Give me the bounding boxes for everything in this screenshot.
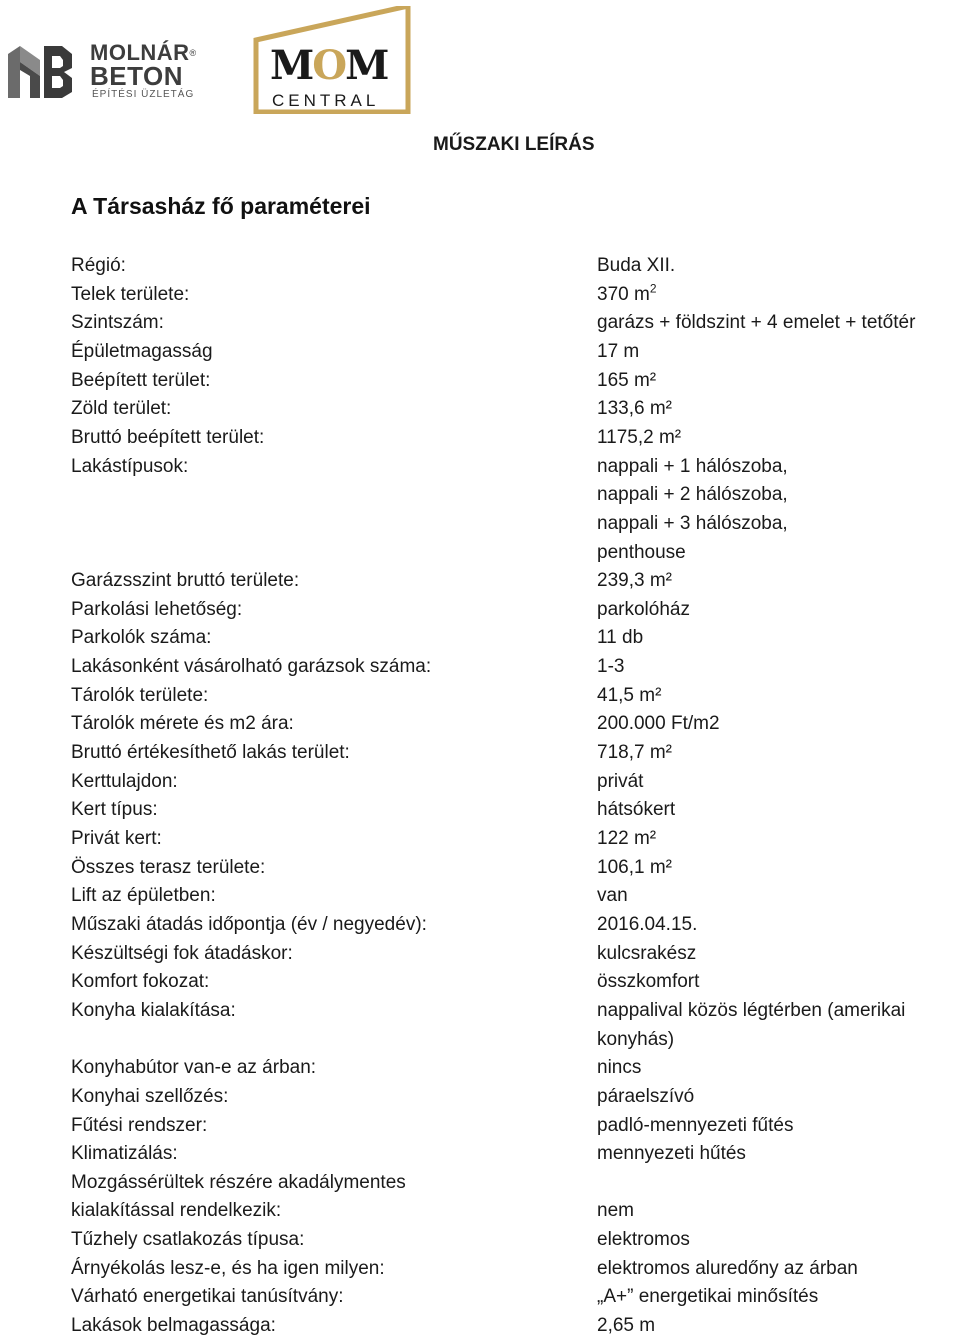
param-value: nem	[597, 1200, 634, 1222]
param-value: konyhás)	[597, 1028, 675, 1050]
section-title: A Társasház fő paraméterei	[71, 193, 371, 219]
param-label: Tűzhely csatlakozás típusa:	[71, 1229, 305, 1251]
param-value: penthouse	[597, 541, 686, 563]
mom-subtitle: CENTRAL	[272, 91, 380, 110]
param-value: garázs + földszint + 4 emelet + tetőtér	[597, 312, 916, 334]
param-label: Árnyékolás lesz-e, és ha igen milyen:	[71, 1257, 385, 1279]
param-value: 2,65 m	[597, 1315, 656, 1337]
param-label: Épületmagasság	[71, 340, 213, 362]
param-value: privát	[597, 770, 644, 792]
param-value: 122 m²	[597, 828, 657, 849]
param-label: Bruttó beépített terület:	[71, 426, 265, 448]
param-label: Készültségi fok átadáskor:	[71, 942, 293, 964]
param-value: parkolóház	[597, 598, 690, 620]
param-label: Lift az épületben:	[71, 885, 216, 907]
param-label: Várható energetikai tanúsítvány:	[71, 1286, 344, 1308]
param-label: Tárolók mérete és m2 ára:	[71, 713, 294, 735]
param-label: Összes terasz területe:	[71, 856, 266, 878]
mb-logo-line1: MOLNÁR®	[90, 40, 197, 65]
param-label: Konyha kialakítása:	[71, 999, 236, 1021]
param-label: Lakásonként vásárolható garázsok száma:	[71, 656, 432, 678]
param-value: páraelszívó	[597, 1085, 695, 1107]
param-label: Zöld terület:	[71, 398, 172, 420]
param-value: 370 $m^2$	[597, 281, 657, 305]
document-title: MŰSZAKI LEÍRÁS	[433, 134, 595, 155]
param-value: 718,7 m²	[597, 742, 672, 764]
param-label: Lakások belmagassága:	[71, 1315, 276, 1337]
mom-wordmark: MOM	[270, 42, 388, 89]
param-value: hátsókert	[597, 799, 676, 821]
param-value: elektromos	[597, 1229, 690, 1251]
param-label: Garázsszint bruttó területe:	[71, 570, 300, 592]
param-label: Privát kert:	[71, 828, 162, 849]
param-value: padló-mennyezeti fűtés	[597, 1114, 794, 1136]
param-label: Parkolási lehetőség:	[71, 598, 243, 620]
param-value: kulcsrakész	[597, 942, 697, 964]
param-value-superscript: 2	[649, 281, 657, 296]
param-value: nappali + 2 hálószoba,	[597, 484, 788, 506]
param-label: Kerttulajdon:	[71, 770, 178, 792]
param-label: Konyhai szellőzés:	[71, 1085, 229, 1107]
param-label: Klimatizálás:	[71, 1143, 178, 1165]
mb-logo-line3: ÉPÍTÉSI ÜZLETÁG	[92, 89, 195, 100]
param-label: Lakástípusok:	[71, 455, 189, 477]
param-label: Beépített terület:	[71, 369, 211, 391]
param-label: Mozgássérültek részére akadálymentes	[71, 1171, 406, 1193]
param-label: Parkolók száma:	[71, 627, 212, 649]
param-value: nappalival közös légtérben (amerikai	[597, 999, 906, 1021]
param-value: 165 m²	[597, 369, 657, 391]
param-label: Kert típus:	[71, 799, 158, 821]
param-value: „A+” energetikai minősítés	[597, 1286, 819, 1308]
registered-mark: ®	[189, 48, 197, 58]
param-value: 239,3 m²	[597, 570, 672, 592]
param-label: Bruttó értékesíthető lakás terület:	[71, 742, 350, 764]
param-value: nincs	[597, 1057, 642, 1079]
param-label: Telek területe:	[71, 283, 190, 305]
param-value: összkomfort	[597, 971, 700, 993]
param-value: 17 m	[597, 340, 640, 362]
param-label: Fűtési rendszer:	[71, 1114, 208, 1136]
param-label: Konyhabútor van-e az árban:	[71, 1057, 317, 1079]
param-value: mennyezeti hűtés	[597, 1143, 746, 1165]
param-value: nappali + 1 hálószoba,	[597, 455, 788, 477]
param-value: elektromos aluredőny az árban	[597, 1257, 858, 1279]
param-value: 133,6 m²	[597, 398, 672, 420]
mb-logo-line2: BETON	[90, 61, 184, 91]
param-value: van	[597, 885, 628, 907]
param-label: Műszaki átadás időpontja (év / negyedév):	[71, 913, 427, 935]
param-label: Régió:	[71, 255, 126, 276]
param-label: Szintszám:	[71, 312, 164, 334]
param-value: 200.000 Ft/m2	[597, 713, 720, 735]
param-value: 11 db	[597, 627, 644, 649]
param-value: 2016.04.15.	[597, 913, 698, 935]
param-label: kialakítással rendelkezik:	[71, 1200, 282, 1222]
param-value: nappali + 3 hálószoba,	[597, 512, 788, 534]
param-value: 1-3	[597, 656, 625, 678]
param-label: Komfort fokozat:	[71, 971, 210, 993]
param-label: Tárolók területe:	[71, 684, 209, 706]
param-value: Buda XII.	[597, 255, 676, 276]
param-value: 1175,2 m²	[597, 426, 682, 448]
param-value: 41,5 m²	[597, 684, 662, 706]
param-value: 106,1 m²	[597, 856, 672, 878]
